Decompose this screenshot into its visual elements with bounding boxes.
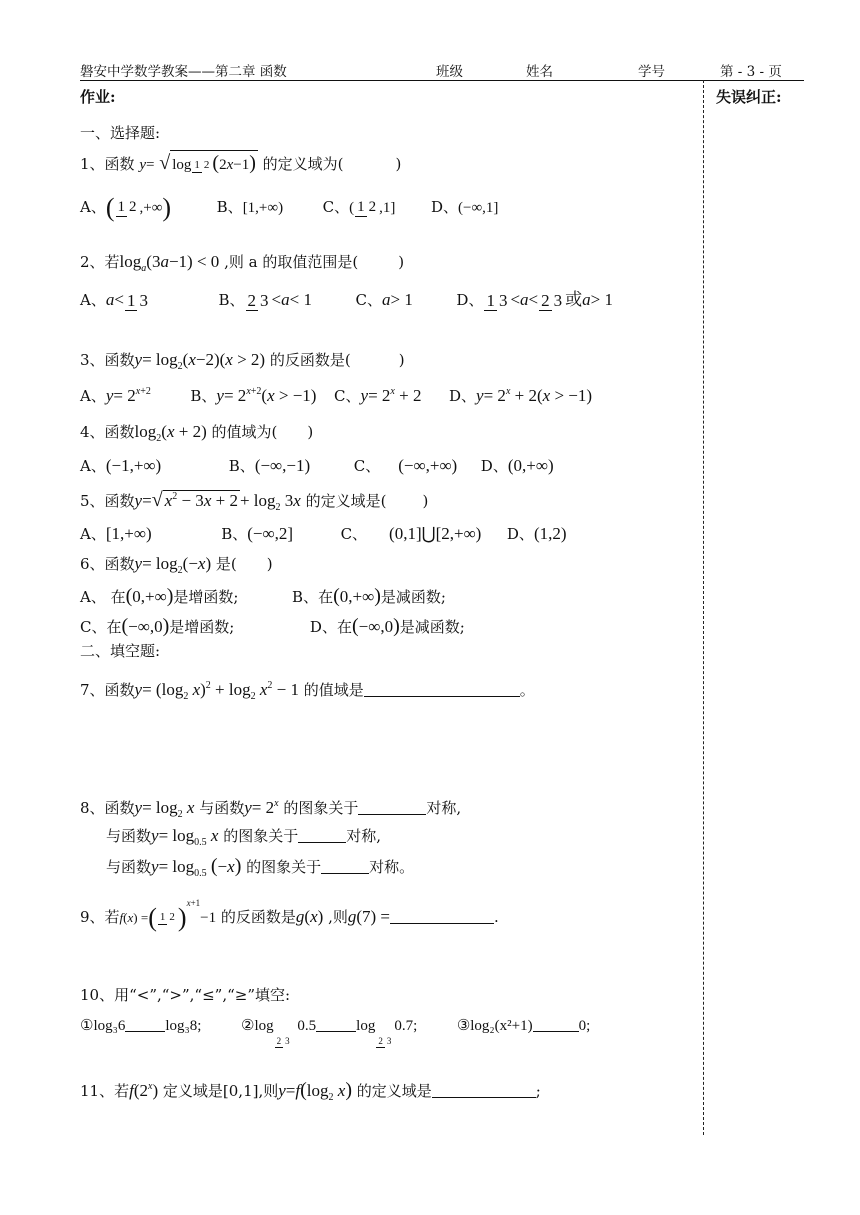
question-2: 2、若loga(3a−1) < 0 ,则 a 的取值范围是( ) [80, 252, 405, 274]
homework-title: 作业: [80, 88, 116, 106]
correction-title: 失误纠正: [716, 88, 782, 106]
question-7: 7、函数y= (log2 x)2 + log2 x2 − 1 的值域是 。 [80, 680, 535, 702]
q11-answer-blank[interactable] [432, 1083, 536, 1098]
q8-answer-blank-3[interactable] [321, 859, 369, 874]
question-10-items: ①log₃6 log₃8; ②log2 3 0.5 log2 30.7; ③log₂(x²+1) 0; [80, 1018, 591, 1046]
id-label: 学号 [638, 64, 665, 80]
header-title: 磐安中学数学教案——第二章 函数 [80, 64, 287, 80]
question-9: 9、若f(x) =( 1 2 )x+1−1 的反函数是g(x) ,则g(7) = . [80, 898, 499, 932]
question-11: 11、若f(2x) 定义域是[0,1],则y=f(log2 x) 的定义域是 ; [80, 1079, 541, 1103]
question-6-options-ab: A、 在(0,+∞)是增函数; B、在(0,+∞)是减函数; [80, 585, 446, 607]
q10-blank-2[interactable] [316, 1017, 356, 1032]
question-3-options: A、y= 2x+2 B、y= 2x+2(x > −1) C、y= 2x + 2 D、y= 2x + 2(x > −1) [80, 386, 593, 405]
q8-answer-blank-2[interactable] [298, 828, 346, 843]
q7-answer-blank[interactable] [364, 682, 520, 697]
question-10: 10、用“<”,“>”,“≤”,“≥”填空: [80, 986, 291, 1004]
question-2-options: A、a<1 3 B、 2 3<a< 1 C、a> 1 D、 1 3<a<2 3 或a> 1 [80, 290, 613, 310]
q9-answer-blank[interactable] [390, 909, 494, 924]
question-4: 4、函数log2(x + 2) 的值域为( ) [80, 422, 314, 444]
question-8-line-2: 与函数y= log0.5 x 的图象关于 对称, [106, 826, 381, 848]
q10-blank-3[interactable] [533, 1017, 579, 1032]
question-4-options: A、(−1,+∞) B、(−∞,−1) C、 (−∞,+∞) D、(0,+∞) [80, 456, 554, 475]
name-label: 姓名 [526, 64, 553, 80]
question-6: 6、函数y= log2(−x) 是( ) [80, 554, 273, 576]
question-8-line-3: 与函数y= log0.5 (−x) 的图象关于 对称。 [106, 855, 415, 879]
question-3: 3、函数y= log2(x−2)(x > 2) 的反函数是( ) [80, 350, 405, 372]
question-8-line-1: 8、函数y= log2 x 与函数y= 2x 的图象关于 对称, [80, 798, 462, 820]
question-1: 1、函数 y= √ log 1 2 (2x−1) 的定义域为( ) [80, 152, 402, 174]
q10-blank-1[interactable] [125, 1017, 165, 1032]
section-choice: 一、选择题: [80, 124, 161, 142]
question-5-options: A、[1,+∞) B、(−∞,2] C、 (0,1]⋃[2,+∞) D、(1,2) [80, 524, 567, 543]
dashed-divider [703, 80, 704, 1135]
page-header [80, 58, 804, 81]
page-number: 第 - 3 - 页 [720, 64, 782, 80]
question-6-options-cd: C、在(−∞,0)是增函数; D、在(−∞,0)是减函数; [80, 615, 465, 637]
section-fill: 二、填空题: [80, 642, 161, 660]
question-5: 5、函数y=√ x2 − 3x + 2+ log2 3x 的定义域是( ) [80, 489, 429, 513]
q8-answer-blank-1[interactable] [358, 800, 426, 815]
question-1-options: A、( 1 2 ,+∞) B、[1,+∞) C、( 1 2 ,1] D、(−∞,1] [80, 193, 499, 222]
class-label: 班级 [436, 64, 463, 80]
